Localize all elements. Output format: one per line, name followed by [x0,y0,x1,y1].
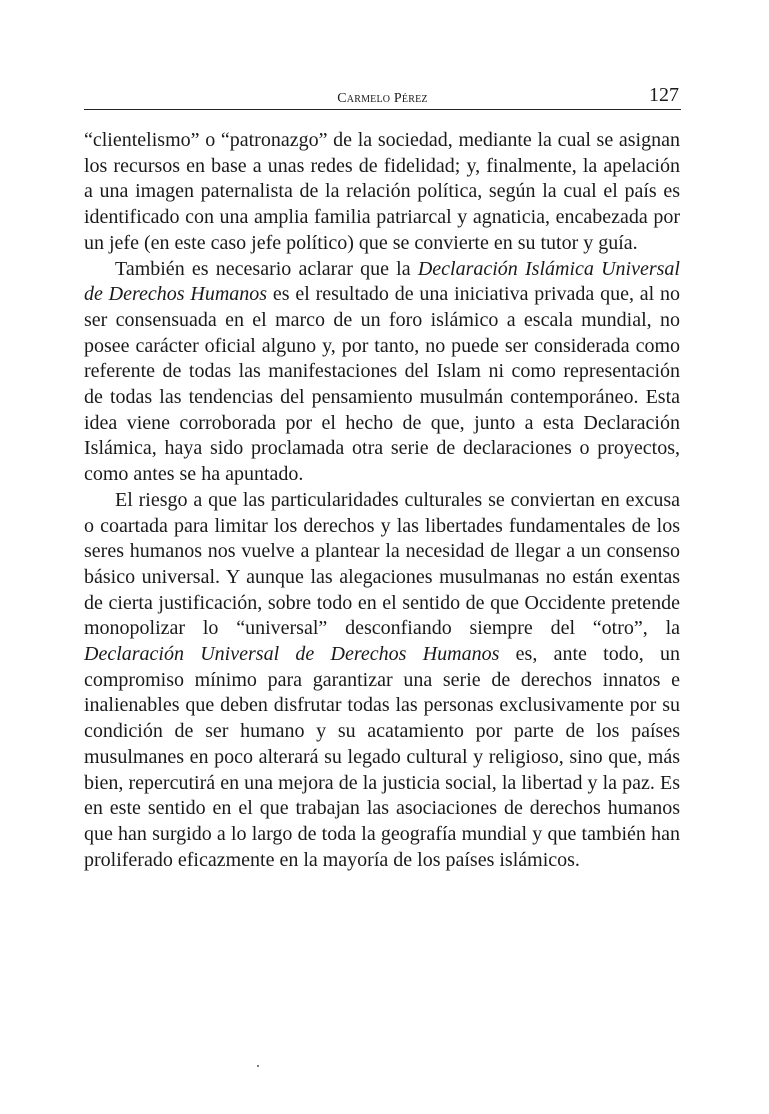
paragraph-text: es, ante todo, un compromiso mínimo para garantizar una serie de derechos innatos e inalienables que deben disfrutar todas las personas exclusivamente por su condición de ser humano y su acatamiento por parte de los países musulmanes en poco alterará su legado cultural y religioso, sino que, más bien, repercutirá en una mejora de la justicia social, la libertad y la paz. Es en este sentido en el que trabajan las asociaciones de derechos humanos que han surgido a lo largo de toda la geografía mundial y que también han proliferado eficazmente en la mayoría de los países islámicos. [84,643,681,871]
paragraph [84,488,680,874]
paragraph-text: es el resultado de una iniciativa privada que, al no ser consensuada en el marco de un foro islámico a escala mundial, no posee carácter oficial alguno y, por tanto, no puede ser considerada como referente de todas las manifestaciones del Islam ni como representación de todas las tendencias del pensamiento musulmán contemporáneo. Esta idea viene corroborada por el hecho de que, junto a esta Declaración Islámica, haya sido proclamada otra serie de declaraciones o proyectos, como antes se ha apuntado. [84,283,680,486]
italic-title: Declaración Universal de Derechos Humanos [84,643,500,666]
paragraph-text: “clientelismo” o “patronazgo” de la sociedad, mediante la cual se asignan los recursos en base a unas redes de fidelidad; y, finalmente, la apelación a una imagen paternalista de la relación política, según la cual el país es identificado con una amplia familia patriarcal y agnaticia, encabezada por un jefe (en este caso jefe político) que se convierte en su tutor y guía. [84,129,680,254]
running-head-author: Carmelo Pérez [337,91,428,106]
body-text [84,128,680,873]
header-rule [84,109,681,110]
page-number: 127 [649,84,679,106]
paragraph-text: El riesgo a que las particularidades culturales se conviertan en excusa o coartada para limitar los derechos y las libertades fundamentales de los seres humanos nos vuelve a plantear la necesidad de llegar a un consenso básico universal. Y aunque las alegaciones musulmanas no están exentas de cierta justificación, sobre todo en el sentido de que Occidente pretende monopolizar lo “universal” desconfiando siempre del “otro”, la [84,488,680,640]
paragraph [84,257,680,488]
italic-title: Declaración Islámica Universal de Derechos Humanos [84,257,680,306]
stray-mark [257,1065,259,1067]
running-header [84,84,681,110]
paragraph-text: También es necesario aclarar que la [115,257,418,280]
paragraph [84,128,680,257]
